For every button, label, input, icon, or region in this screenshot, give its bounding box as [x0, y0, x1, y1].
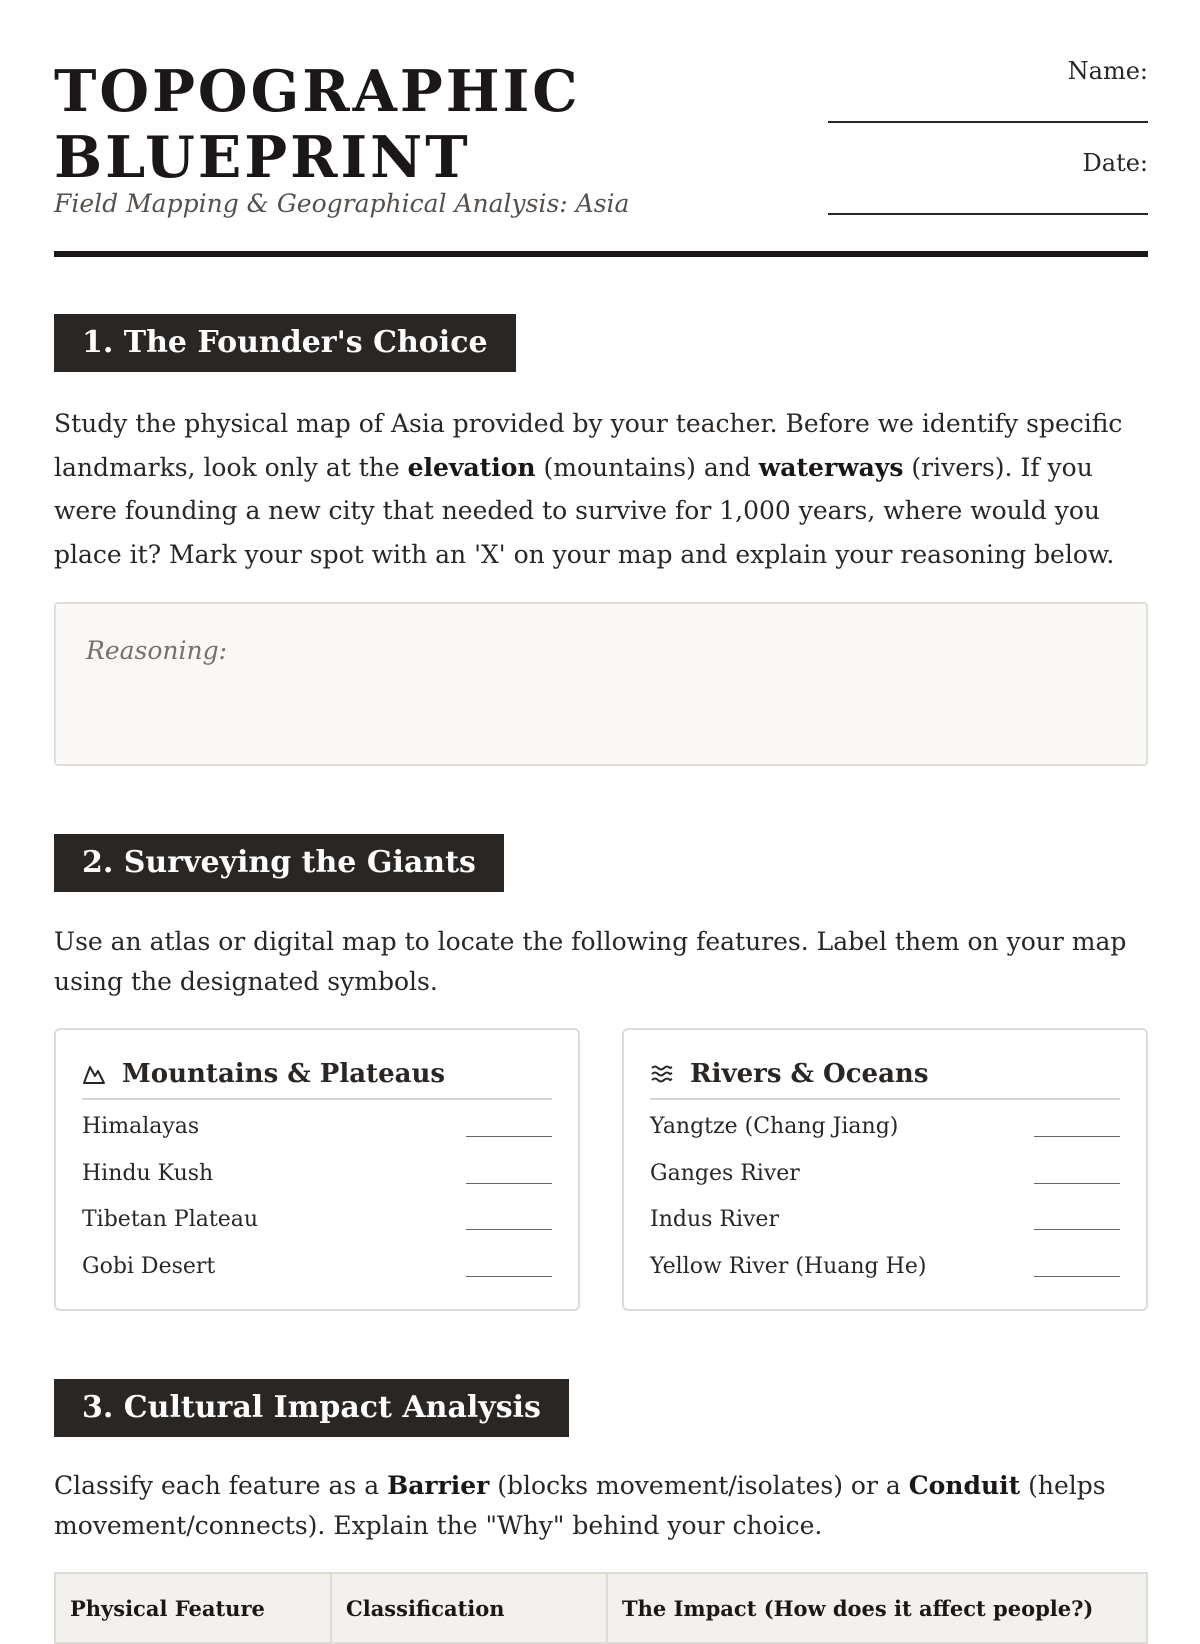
mountains-card: [54, 1028, 580, 1311]
symbol-blank[interactable]: [466, 1276, 552, 1277]
reasoning-answer-box[interactable]: [54, 602, 1148, 766]
date-field[interactable]: [828, 213, 1148, 215]
feature-label: Gobi Desert: [82, 1253, 216, 1279]
section-2-heading: 2. Surveying the Giants: [54, 834, 504, 892]
symbol-blank[interactable]: [466, 1229, 552, 1230]
page-subtitle: Field Mapping & Geographical Analysis: Asia: [54, 189, 630, 218]
header: [54, 55, 1148, 255]
worksheet-page: [54, 0, 1148, 1621]
list-item: [650, 1159, 1120, 1206]
list-item: [650, 1112, 1120, 1159]
col-impact: The Impact (How does it affect people?): [607, 1573, 1147, 1643]
rivers-card: [622, 1028, 1148, 1311]
s1-term-waterways: waterways: [758, 452, 904, 482]
rivers-card-title: Rivers & Oceans: [690, 1059, 929, 1089]
section-2-instructions: Use an atlas or digital map to locate the following features. Label them on your map using the designated symbols.: [54, 927, 1127, 996]
section-1-instructions: [54, 402, 1148, 576]
symbol-blank[interactable]: [1034, 1136, 1120, 1137]
symbol-blank[interactable]: [466, 1136, 552, 1137]
title-line-2: BLUEPRINT: [54, 124, 471, 191]
list-item: [82, 1205, 552, 1252]
s3-text-a: Classify each feature as a: [54, 1471, 388, 1500]
student-info: [828, 55, 1148, 239]
mountains-card-title: Mountains & Plateaus: [122, 1059, 445, 1089]
s1-term-elevation: elevation: [407, 452, 536, 482]
symbol-blank[interactable]: [1034, 1183, 1120, 1184]
feature-label: Yangtze (Chang Jiang): [650, 1114, 899, 1139]
s1-text-a: Study the physical map of Asia provided by your teacher. Before we identify specific landmarks, look only at the: [54, 409, 1123, 482]
name-label: Name:: [1067, 57, 1148, 85]
s3-term-conduit: Conduit: [908, 1471, 1021, 1500]
list-item: [82, 1159, 552, 1206]
section-3-heading: 3. Cultural Impact Analysis: [54, 1379, 569, 1437]
feature-label: Indus River: [650, 1207, 779, 1232]
s3-text-e: (helps movement/connects). Explain the "Why" behind your choice.: [54, 1471, 1106, 1540]
impact-table: [54, 1572, 1148, 1644]
col-classification: Classification: [331, 1573, 607, 1643]
date-row: [828, 147, 1148, 239]
s3-term-barrier: Barrier: [387, 1471, 490, 1500]
s3-text-c: (blocks movement/isolates) or a: [489, 1471, 909, 1500]
rivers-card-header: [650, 1056, 1120, 1100]
date-label: Date:: [1082, 149, 1148, 177]
mountains-card-header: [82, 1056, 552, 1100]
feature-label: Yellow River (Huang He): [650, 1253, 927, 1279]
s1-text-e: (rivers). If you were founding a new city that needed to survive for 1,000 years, where would you place it? Mark your spot with an 'X' on your map and explain your reasoning below.: [54, 452, 1115, 569]
table-header-row: [55, 1573, 1147, 1643]
page-title: [54, 59, 774, 191]
section-1-heading: 1. The Founder's Choice: [54, 314, 516, 372]
symbol-blank[interactable]: [1034, 1276, 1120, 1277]
name-row: [828, 55, 1148, 147]
feature-label: Himalayas: [82, 1114, 200, 1139]
list-item: [650, 1205, 1120, 1252]
waves-icon: [650, 1062, 674, 1086]
mountain-icon: [82, 1062, 106, 1086]
symbol-blank[interactable]: [466, 1183, 552, 1184]
list-item: [82, 1112, 552, 1159]
feature-label: Ganges River: [650, 1160, 800, 1186]
list-item: [650, 1252, 1120, 1299]
reasoning-label: Reasoning:: [86, 636, 228, 665]
header-divider: [54, 251, 1148, 257]
feature-label: Hindu Kush: [82, 1160, 214, 1186]
s1-text-c: (mountains) and: [535, 452, 759, 482]
section-3-instructions: [54, 1466, 1148, 1546]
symbol-blank[interactable]: [1034, 1229, 1120, 1230]
mountains-list: [82, 1112, 552, 1298]
name-field[interactable]: [828, 121, 1148, 123]
rivers-list: [650, 1112, 1120, 1298]
list-item: [82, 1252, 552, 1299]
title-line-1: TOPOGRAPHIC: [54, 58, 581, 125]
col-physical-feature: Physical Feature: [55, 1573, 331, 1643]
feature-label: Tibetan Plateau: [82, 1207, 259, 1232]
